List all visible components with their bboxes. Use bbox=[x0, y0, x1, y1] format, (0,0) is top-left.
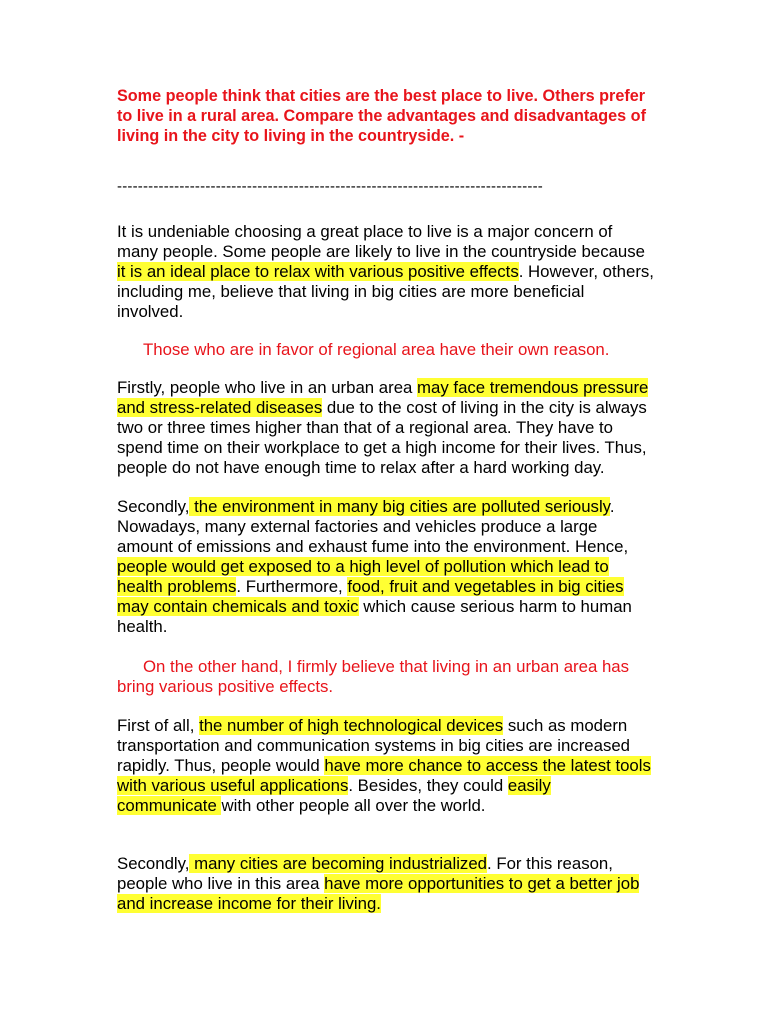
secondly-urban-text-1: Secondly, bbox=[117, 854, 190, 873]
firstly-paragraph bbox=[117, 378, 655, 478]
first-of-all-text-1: First of all, bbox=[117, 716, 200, 735]
secondly-text-3: . Furthermore, bbox=[236, 577, 348, 596]
first-of-all-highlight-1: the number of high technological devices bbox=[199, 716, 504, 735]
intro-paragraph bbox=[117, 222, 655, 322]
firstly-text-1: Firstly, people who live in an urban area bbox=[117, 378, 418, 397]
intro-highlight-1: it is an ideal place to relax with various positive effects bbox=[117, 262, 519, 281]
first-of-all-highlight-2: have more chance to access the latest tools with various useful applications bbox=[117, 756, 651, 795]
first-of-all-highlight-3: easily communicate bbox=[117, 776, 551, 815]
secondly-text-4: which cause serious harm to human health. bbox=[117, 597, 632, 636]
secondly-urban-highlight-1: many cities are becoming industrialized bbox=[189, 854, 487, 873]
first-of-all-text-3: . Besides, they could bbox=[348, 776, 508, 795]
secondly-urban-highlight-2: have more opportunities to get a better job and increase income for their living. bbox=[117, 874, 640, 913]
secondly-text-2: . Nowadays, many external factories and vehicles produce a large amount of emissions and exhaust fume into the environment. Hence, bbox=[117, 497, 629, 556]
firstly-highlight-1: may face tremendous pressure and stress-related diseases bbox=[117, 378, 649, 417]
firstly-text-2: due to the cost of living in the city is always two or three times higher than that of a regional area. They have to spend time on their workplace to get a high income for their lives. Thus, people do not have enough time to relax after a hard working day. bbox=[117, 398, 647, 477]
secondly-urban-paragraph bbox=[117, 854, 655, 914]
secondly-highlight-3: food, fruit and vegetables in big cities may contain chemicals and toxic bbox=[117, 577, 624, 616]
first-of-all-text-2: such as modern transportation and communication systems in big cities are increased rapidly. Thus, people would bbox=[117, 716, 631, 775]
divider-line: ---------------------------------------------------------------------------------- bbox=[117, 178, 543, 195]
topic-sentence-regional: Those who are in favor of regional area have their own reason. bbox=[143, 340, 610, 359]
intro-text-1: It is undeniable choosing a great place to live is a major concern of many people. Some people are likely to live in the countryside because bbox=[117, 222, 645, 261]
first-of-all-paragraph bbox=[117, 716, 655, 816]
secondly-paragraph bbox=[117, 497, 655, 637]
secondly-text-1: Secondly, bbox=[117, 497, 190, 516]
secondly-highlight-1: the environment in many big cities are polluted seriously bbox=[189, 497, 610, 516]
secondly-urban-text-2: . For this reason, people who live in this area bbox=[117, 854, 613, 893]
first-of-all-text-4: with other people all over the world. bbox=[221, 796, 486, 815]
essay-page bbox=[117, 86, 655, 914]
intro-text-2: . However, others, including me, believe that living in big cities are more beneficial involved. bbox=[117, 262, 654, 321]
topic-sentence-urban: On the other hand, I firmly believe that living in an urban area has bring various positive effects. bbox=[117, 657, 630, 696]
essay-prompt: Some people think that cities are the best place to live. Others prefer to live in a rural area. Compare the advantages and disadvantages of living in the city to living in the countryside. - bbox=[117, 87, 646, 145]
secondly-highlight-2: people would get exposed to a high level of pollution which lead to health problems bbox=[117, 557, 609, 596]
